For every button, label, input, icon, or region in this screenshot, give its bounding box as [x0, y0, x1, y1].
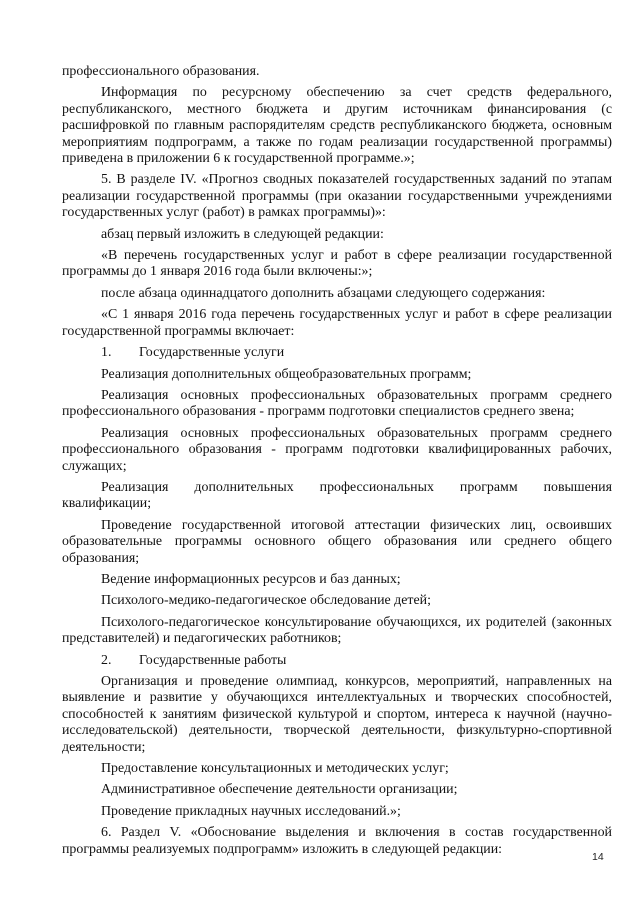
list-item: Ведение информационных ресурсов и баз данных; — [101, 571, 401, 587]
paragraph: профессионального образования. — [62, 64, 260, 79]
paragraph: 6. Раздел V. «Обоснование выделения и включения в состав государственной программы реализуемых подпрограмм» изложить в следующей редакции: — [62, 825, 612, 857]
list-item: Административное обеспечение деятельности организации; — [101, 782, 458, 798]
section-heading-services — [62, 345, 612, 361]
section-title: Государственные работы — [139, 652, 287, 668]
paragraph: абзац первый изложить в следующей редакции: — [101, 226, 384, 242]
section-number: 1. — [101, 345, 112, 361]
list-item: Проведение прикладных научных исследований.»; — [101, 803, 401, 819]
paragraph: «С 1 января 2016 года перечень государственных услуг и работ в сфере реализации государственной программы включает: — [62, 307, 612, 339]
list-item: Реализация основных профессиональных образовательных программ среднего профессионального образования - программ подготовки специалистов среднего звена; — [62, 387, 612, 420]
document-body — [62, 64, 612, 863]
page-number: 14 — [592, 851, 604, 863]
list-item: Психолого-педагогическое консультирование обучающихся, их родителей (законных представителей) и педагогических работников; — [62, 614, 612, 647]
section-title: Государственные услуги — [139, 345, 285, 361]
list-item: Реализация дополнительных профессиональных программ повышения квалификации; — [62, 479, 612, 512]
paragraph: «В перечень государственных услуг и работ в сфере реализации государственной программы до 1 января 2016 года были включены:»; — [62, 248, 612, 280]
list-item: Реализация дополнительных общеобразовательных программ; — [101, 366, 472, 382]
section-number: 2. — [101, 652, 112, 668]
paragraph: после абзаца одиннадцатого дополнить абзацами следующего содержания: — [101, 285, 546, 301]
paragraph: 5. В разделе IV. «Прогноз сводных показателей государственных заданий по этапам реализации государственной программы (при оказании государственными учреждениями государственных услуг (работ) в рамках программы)»: — [62, 172, 612, 221]
list-item: Реализация основных профессиональных образовательных программ среднего профессионального образования - программ подготовки квалифицированных рабочих, служащих; — [62, 425, 612, 474]
paragraph: Информация по ресурсному обеспечению за счет средств федерального, республиканского, местного бюджета и другим источникам финансирования (с расшифровкой по главным распорядителям средств республиканского бюджета, основным мероприятиям подпрограмм, а также по годам реализации государственной программы) приведена в приложении 6 к государственной программе.»; — [62, 85, 612, 167]
list-item: Проведение государственной итоговой аттестации физических лиц, освоивших образовательные программы основного общего образования или среднего общего образования; — [62, 517, 612, 566]
section-heading-works — [62, 653, 612, 669]
list-item: Предоставление консультационных и методических услуг; — [101, 761, 449, 777]
list-item: Организация и проведение олимпиад, конкурсов, мероприятий, направленных на выявление и развитие у обучающихся интеллектуальных и творческих способностей, способностей к занятиям физической культурой и спортом, интереса к научной (научно-исследовательской) деятельности, творческой деятельности, физкультурно-спортивной деятельности; — [62, 674, 612, 755]
list-item: Психолого-медико-педагогическое обследование детей; — [101, 593, 431, 609]
